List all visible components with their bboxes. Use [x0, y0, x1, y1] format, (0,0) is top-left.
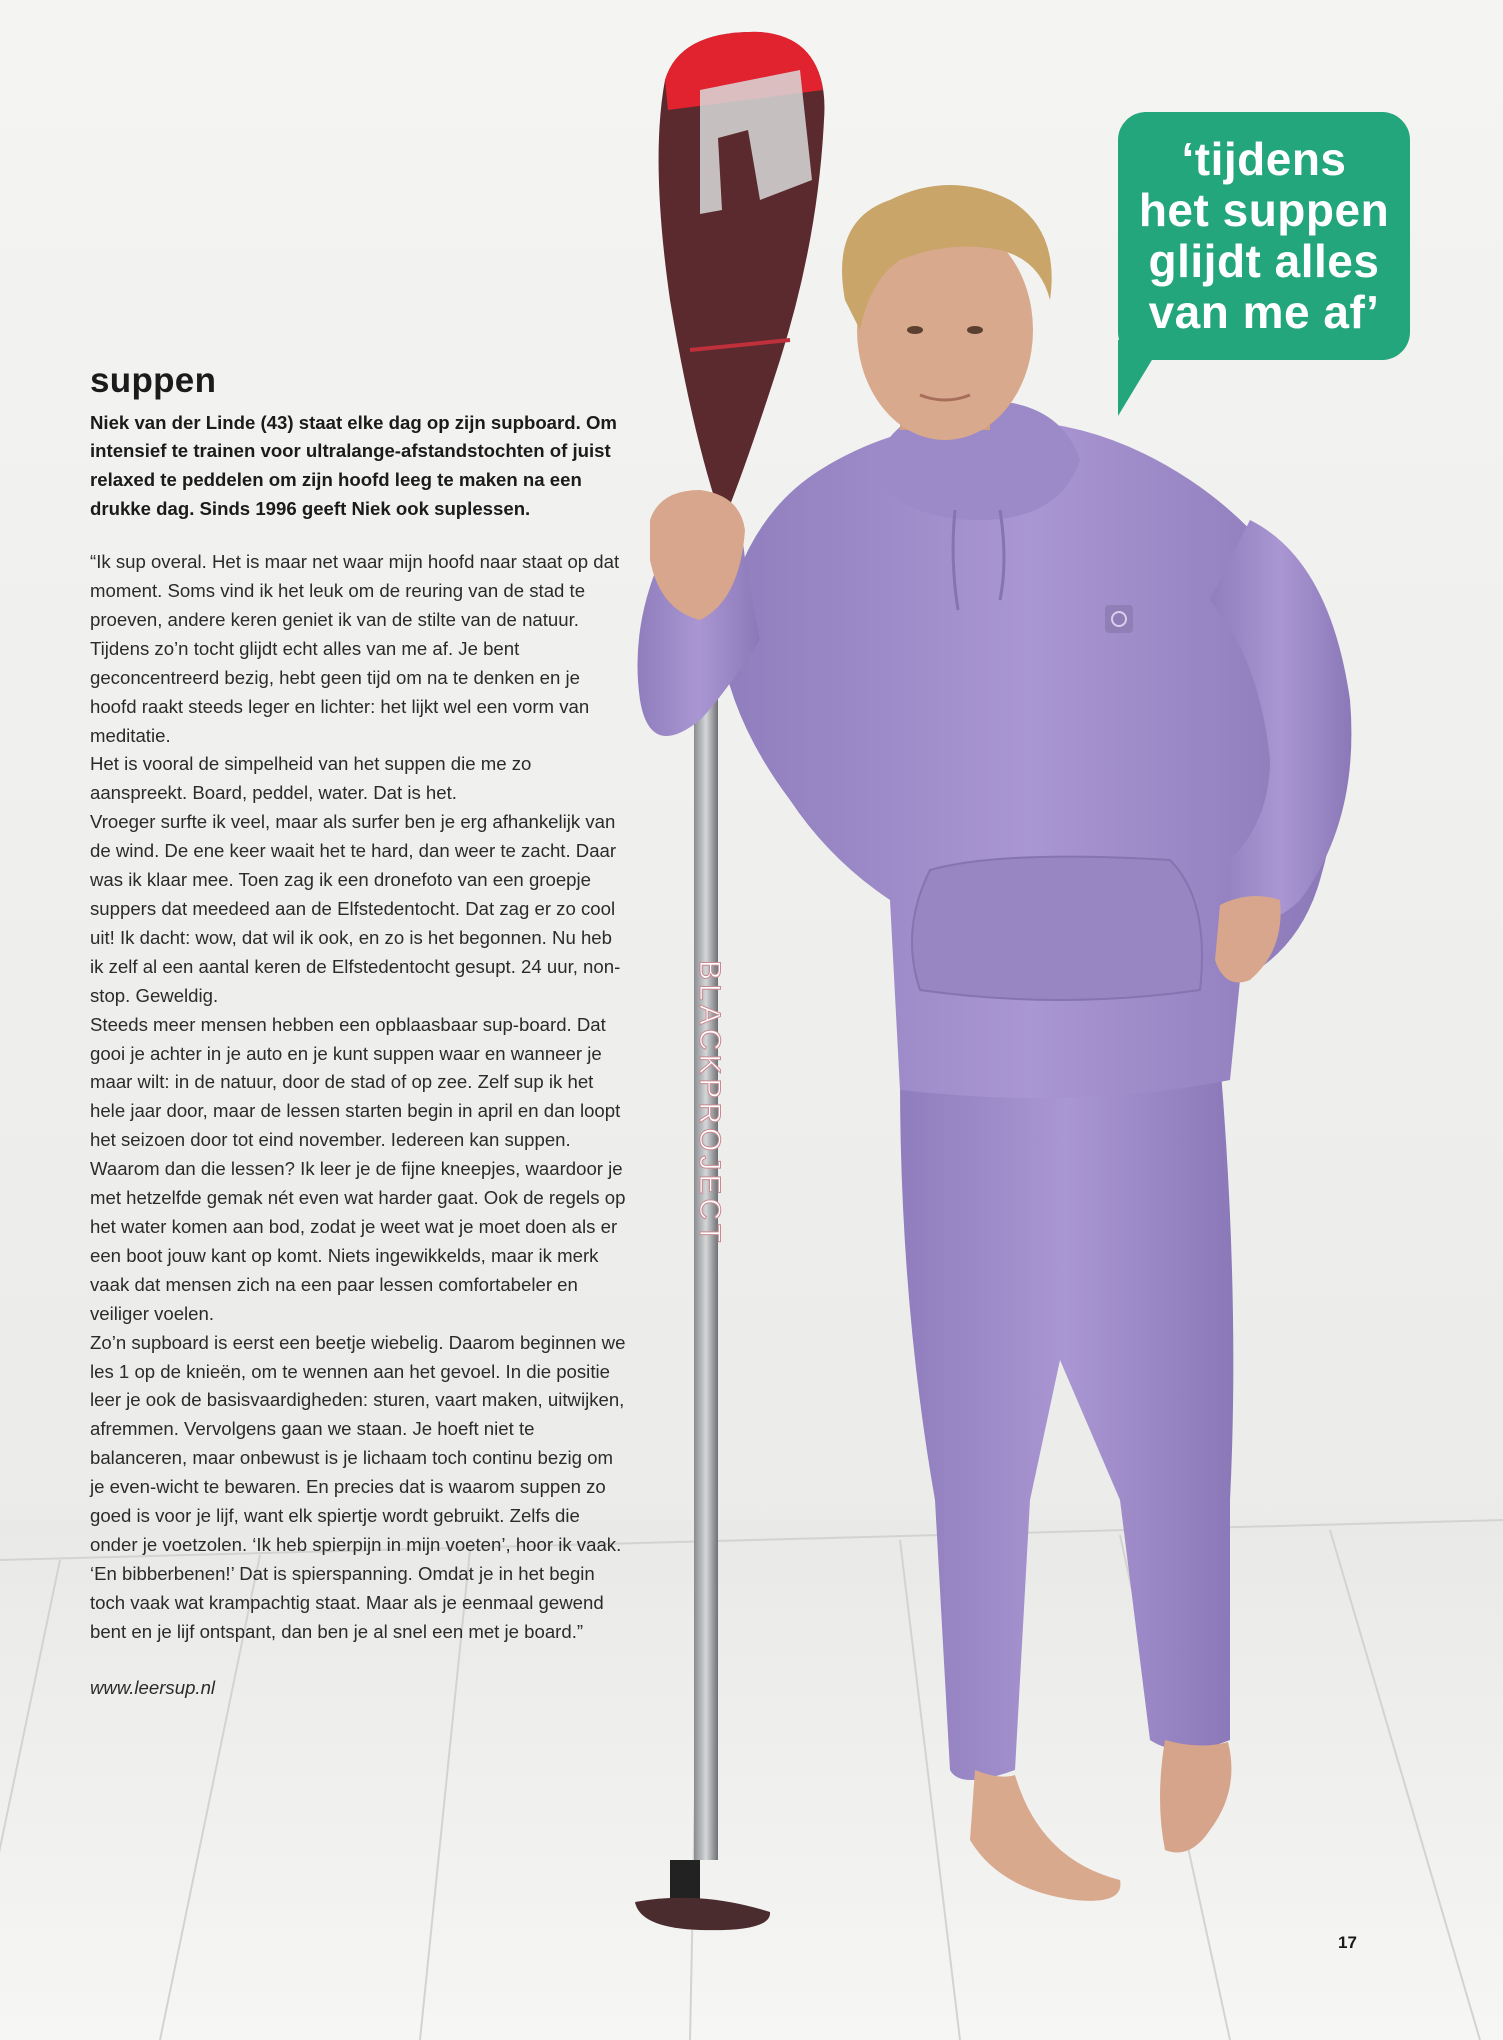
- pull-quote: [1139, 134, 1389, 338]
- page-number: 17: [1338, 1933, 1357, 1952]
- article-heading: suppen: [90, 361, 217, 400]
- quote-bubble: [1118, 112, 1410, 360]
- paddle-handle-neck: [670, 1860, 700, 1900]
- quote-line: glijdt alles: [1148, 235, 1380, 287]
- body-paragraph: “Ik sup overal. Het is maar net waar mijn hoofd naar staat op dat moment. Soms vind ik het leuk om de reuring van de stad te proeven, andere keren geniet ik van de stilte van de natuur. Tijdens zo’n tocht glijdt echt alles van me af. Je bent geconcentreerd bezig, hebt geen tijd om na te denken en je hoofd raakt steeds leger en lichter: het lijkt wel een vorm van meditatie.: [90, 551, 620, 746]
- body-paragraph: Steeds meer mensen hebben een opblaasbaar sup-board. Dat gooi je achter in je auto en je kunt suppen waar en wanneer je maar wilt: in de natuur, door de stad of op zee. Zelf sup ik het hele jaar door, maar de lessen starten begin in april en dan loopt het seizoen door tot eind november. Iedereen kan suppen. Waarom dan die lessen? Ik leer je de fijne kneepjes, waardoor je met hetzelfde gemak nét even wat harder gaat. Ook de regels op het water komen aan bod, zodat je weet wat je moet doen als er een boot jouw kant op komt. Niets ingewikkelds, maar ik merk vaak dat mensen zich na een paar lessen comfortabeler en veiliger voelen.: [90, 1013, 626, 1324]
- quote-line: ‘tijdens: [1181, 133, 1347, 185]
- quote-line: van me af’: [1148, 286, 1380, 338]
- hoodie-pocket: [912, 857, 1202, 1000]
- hoodie-badge: [1105, 605, 1133, 633]
- article: [90, 362, 630, 1699]
- body-paragraph: Het is vooral de simpelheid van het suppen die me zo aanspreekt. Board, peddel, water. Dat is het.: [90, 753, 532, 804]
- article-intro: Niek van der Linde (43) staat elke dag op zijn supboard. Om intensief te trainen voor ultralange-afstandstochten of juist relaxed te peddelen om zijn hoofd leeg te maken na een drukke dag. Sinds 1996 geeft Niek ook suplessen.: [90, 411, 617, 520]
- article-body: [90, 548, 630, 1646]
- website-link[interactable]: www.leersup.nl: [90, 1676, 216, 1698]
- body-paragraph: Zo’n supboard is eerst een beetje wiebelig. Daarom beginnen we les 1 op de knieën, om te wennen aan het gevoel. In die positie leer je ook de basisvaardigheden: sturen, vaart maken, uitwijken, afremmen. Vervolgens gaan we staan. Je hoeft niet te balanceren, maar onbewust is je lichaam toch continu bezig om je even-wicht te bewaren. En precies dat is waarom suppen zo goed is voor je lijf, want elk spiertje wordt gebruikt. Zelfs die onder je voetzolen. ‘Ik heb spierpijn in mijn voeten’, hoor ik vaak. ‘En bibberbenen!’ Dat is spierspanning. Omdat je in het begin toch vaak wat krampachtig staat. Maar als je eenmaal gewend bent en je lijf ontspant, dan ben je al snel een met je board.”: [90, 1331, 626, 1642]
- body-paragraph: Vroeger surfte ik veel, maar als surfer ben je erg afhankelijk van de wind. De ene keer waait het te hard, dan weer te zacht. Daar was ik klaar mee. Toen zag ik een dronefoto van een groepje suppers dat meedeed aan de Elfstedentocht. Dat zag er zo cool uit! Ik dacht: wow, dat wil ik ook, en zo is het begonnen. Nu heb ik zelf al een aantal keren de Elfstedentocht gesupt. 24 uur, non-stop. Geweldig.: [90, 811, 621, 1006]
- quote-line: het suppen: [1138, 184, 1390, 236]
- paddle-brand-text: BLACKPROJECT: [693, 960, 726, 1247]
- quote-bubble-tail: [1118, 340, 1164, 416]
